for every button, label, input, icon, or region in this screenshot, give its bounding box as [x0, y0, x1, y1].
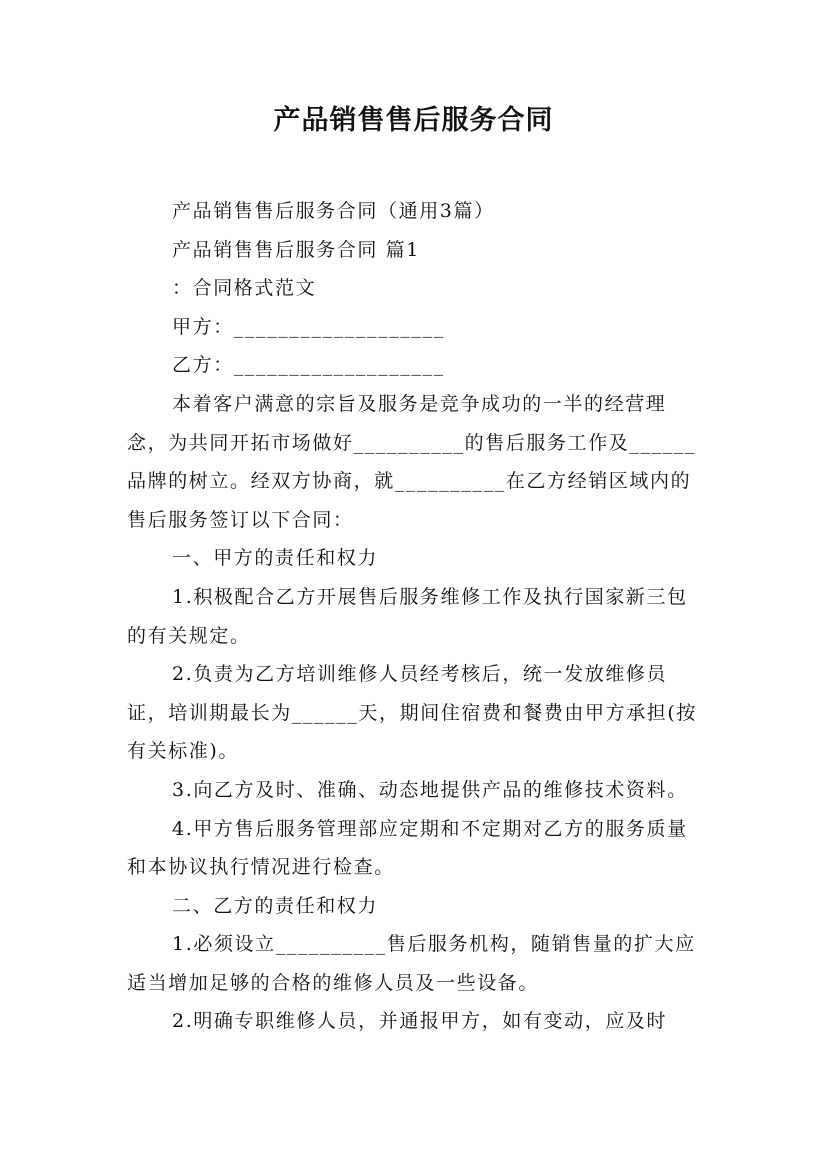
paragraph-format-note: ：合同格式范文: [172, 277, 317, 300]
clause-a-4: 4.甲方售后服务管理部应定期和不定期对乙方的服务质量和本协议执行情况进行检查。: [127, 817, 688, 879]
document-title: 产品销售售后服务合同: [273, 105, 554, 136]
paragraph-section-heading: 产品销售售后服务合同 篇1: [172, 238, 420, 261]
document-body: [127, 192, 703, 1041]
paragraph-subtitle: 产品销售售后服务合同（通用3篇）: [172, 200, 495, 222]
party-a-line: 甲方：___________________: [172, 315, 445, 338]
clause-b-2: 2.明确专职维修人员，并通报甲方，如有变动，应及时: [172, 1010, 668, 1033]
paragraph-preamble: 本着客户满意的宗旨及服务是竞争成功的一半的经营理念，为共同开拓市场做好__________的售后服务工作及______品牌的树立。经双方协商，就__________在乙方经销区域内的售后服务签订以下合同：: [127, 392, 697, 531]
clause-a-2: 2.负责为乙方培训维修人员经考核后，统一发放维修员证，培训期最长为______天，期间住宿费和餐费由甲方承担(按有关标准)。: [127, 663, 698, 763]
clause-b-1: 1.必须设立__________售后服务机构，随销售量的扩大应适当增加足够的合格的维修人员及一些设备。: [127, 933, 696, 994]
party-b-line: 乙方：___________________: [172, 354, 445, 377]
clause-a-3: 3.向乙方及时、准确、动态地提供产品的维修技术资料。: [172, 778, 688, 801]
heading-party-a-duties: 一、甲方的责任和权力: [172, 547, 379, 570]
heading-party-b-duties: 二、乙方的责任和权力: [172, 894, 379, 917]
clause-a-1: 1.积极配合乙方开展售后服务维修工作及执行国家新三包的有关规定。: [127, 585, 688, 647]
